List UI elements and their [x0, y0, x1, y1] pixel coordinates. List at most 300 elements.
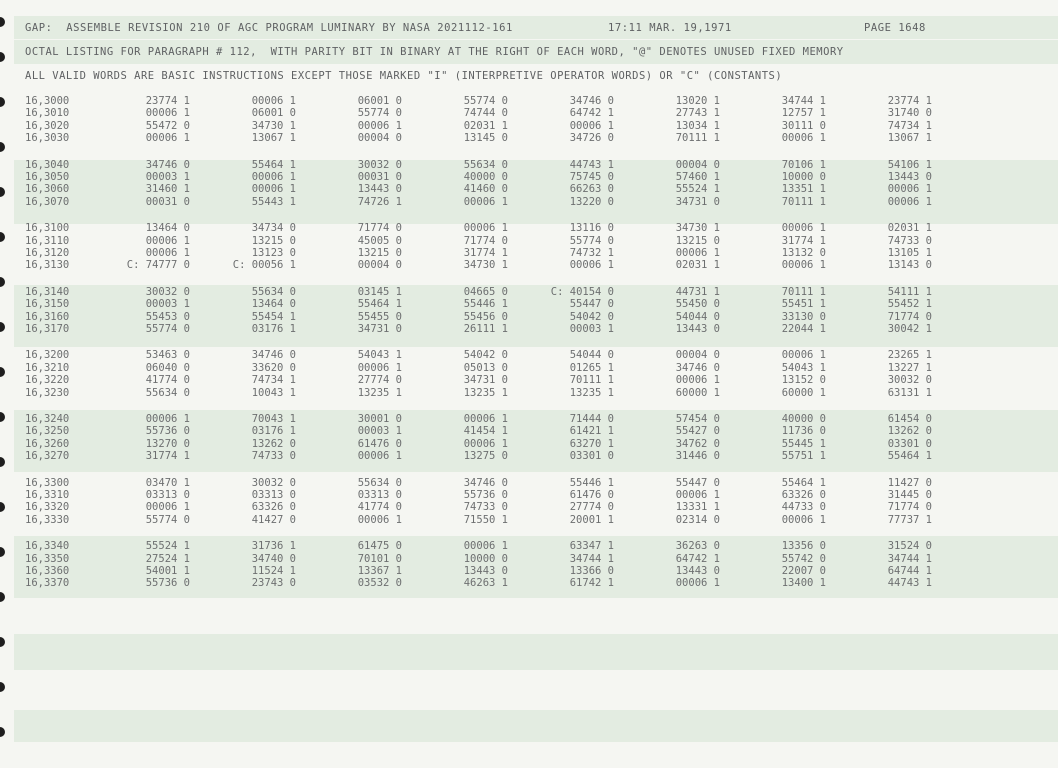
- octal-word: 33130 0: [781, 310, 826, 323]
- octal-word: 55774 0: [145, 322, 190, 335]
- octal-word: 13105 1: [887, 246, 932, 259]
- octal-word: 34746 0: [463, 476, 508, 489]
- octal-word: 55464 1: [251, 158, 296, 171]
- octal-word: 55453 0: [145, 310, 190, 323]
- octal-word: C: 74777 0: [126, 259, 190, 272]
- octal-word: 13143 0: [887, 259, 932, 272]
- octal-word: 00006 1: [675, 246, 720, 259]
- octal-word: 34746 0: [675, 361, 720, 374]
- listing-row: [0, 362, 1058, 374]
- octal-word: 13067 1: [251, 132, 296, 145]
- octal-word: 13443 0: [675, 564, 720, 577]
- memory-address: 16,3000: [25, 95, 70, 107]
- octal-word: 03470 1: [145, 476, 190, 489]
- octal-word: 55456 0: [463, 310, 508, 323]
- octal-word: 00006 1: [357, 513, 402, 526]
- octal-word: 23265 1: [887, 349, 932, 362]
- memory-address: 16,3210: [25, 361, 70, 374]
- octal-word: 55736 0: [145, 577, 190, 590]
- octal-word: 55464 1: [887, 450, 932, 463]
- octal-word: 13443 0: [463, 564, 508, 577]
- octal-word: 40000 0: [463, 170, 508, 183]
- memory-address: 16,3040: [25, 158, 70, 171]
- octal-word: 30032 0: [251, 476, 296, 489]
- listing-row: [0, 286, 1058, 298]
- octal-word: 55472 0: [145, 119, 190, 132]
- octal-word: 71550 1: [463, 513, 508, 526]
- octal-word: 55450 0: [675, 298, 720, 311]
- feed-hole: [0, 52, 5, 62]
- memory-address: 16,3100: [25, 222, 70, 235]
- octal-word: 63326 0: [781, 488, 826, 501]
- green-band: [14, 634, 1058, 670]
- octal-word: 70111 1: [675, 132, 720, 145]
- memory-address: 16,3200: [25, 349, 70, 362]
- octal-word: 22044 1: [781, 322, 826, 335]
- octal-word: 00006 1: [357, 450, 402, 463]
- listing-row: [0, 514, 1058, 526]
- octal-word: 34746 0: [145, 158, 190, 171]
- octal-word: 00006 1: [145, 132, 190, 145]
- octal-word: 30042 1: [887, 322, 932, 335]
- octal-word: 00006 1: [781, 222, 826, 235]
- octal-word: 27524 1: [145, 552, 190, 565]
- octal-word: 54044 0: [675, 310, 720, 323]
- octal-word: 41774 0: [357, 501, 402, 514]
- octal-word: 02031 1: [463, 119, 508, 132]
- memory-address: 16,3360: [25, 564, 70, 577]
- octal-word: 00006 1: [251, 170, 296, 183]
- listing-row: [0, 222, 1058, 234]
- octal-word: 55464 1: [781, 476, 826, 489]
- listing-block: [0, 95, 1058, 159]
- octal-word: 63326 0: [251, 501, 296, 514]
- word-legend: ALL VALID WORDS ARE BASIC INSTRUCTIONS EXCEPT THOSE MARKED "I" (INTERPRETIVE OPERATOR WORDS) OR "C" (CONSTANTS): [25, 70, 783, 82]
- octal-word: 03532 0: [357, 577, 402, 590]
- octal-word: 55736 0: [463, 488, 508, 501]
- octal-word: 00004 0: [675, 349, 720, 362]
- octal-word: 12757 1: [781, 107, 826, 120]
- memory-address: 16,3140: [25, 285, 70, 298]
- octal-word: 13227 1: [887, 361, 932, 374]
- octal-word: 54111 1: [887, 285, 932, 298]
- octal-word: 54106 1: [887, 158, 932, 171]
- octal-word: 55455 0: [357, 310, 402, 323]
- memory-address: 16,3320: [25, 501, 70, 514]
- octal-word: 64742 1: [675, 552, 720, 565]
- octal-word: 03313 0: [145, 488, 190, 501]
- octal-word: 74733 0: [251, 450, 296, 463]
- octal-word: 41460 0: [463, 183, 508, 196]
- octal-word: 00006 1: [569, 119, 614, 132]
- listing-row: [0, 374, 1058, 386]
- octal-word: 13464 0: [251, 298, 296, 311]
- memory-address: 16,3260: [25, 437, 70, 450]
- octal-word: 10000 0: [781, 170, 826, 183]
- octal-word: 13262 0: [887, 425, 932, 438]
- listing-row: [0, 438, 1058, 450]
- octal-word: 54042 0: [569, 310, 614, 323]
- octal-word: 75745 0: [569, 170, 614, 183]
- octal-word: 55634 0: [463, 158, 508, 171]
- octal-word: 27774 0: [357, 374, 402, 387]
- octal-word: 13215 0: [251, 234, 296, 247]
- octal-word: 41427 0: [251, 513, 296, 526]
- octal-word: 00006 1: [781, 259, 826, 272]
- octal-word: 02031 1: [675, 259, 720, 272]
- listing-row: [0, 159, 1058, 171]
- listing-row: [0, 120, 1058, 132]
- listing-row: [0, 171, 1058, 183]
- octal-word: 30032 0: [145, 285, 190, 298]
- octal-word: 11427 0: [887, 476, 932, 489]
- listing-row: [0, 196, 1058, 208]
- octal-word: 00006 1: [463, 437, 508, 450]
- memory-address: 16,3060: [25, 183, 70, 196]
- octal-word: 03301 0: [887, 437, 932, 450]
- octal-word: 00006 1: [887, 183, 932, 196]
- octal-word: 71774 0: [887, 310, 932, 323]
- octal-word: 23774 1: [145, 95, 190, 107]
- octal-word: 34731 0: [357, 322, 402, 335]
- octal-word: 13020 1: [675, 95, 720, 107]
- octal-word: 13366 0: [569, 564, 614, 577]
- octal-word: 74726 1: [357, 195, 402, 208]
- octal-word: 30032 0: [887, 374, 932, 387]
- octal-word: 13270 0: [145, 437, 190, 450]
- octal-word: 13400 1: [781, 577, 826, 590]
- memory-address: 16,3030: [25, 132, 70, 145]
- octal-word: 13356 0: [781, 540, 826, 553]
- memory-address: 16,3110: [25, 234, 70, 247]
- octal-word: 63131 1: [887, 386, 932, 399]
- octal-word: 31445 0: [887, 488, 932, 501]
- octal-word: 55774 0: [463, 95, 508, 107]
- octal-word: 03313 0: [357, 488, 402, 501]
- octal-word: 31774 1: [781, 234, 826, 247]
- octal-word: 71774 0: [357, 222, 402, 235]
- octal-word: 55454 1: [251, 310, 296, 323]
- octal-word: 03176 1: [251, 322, 296, 335]
- octal-word: 10043 1: [251, 386, 296, 399]
- memory-address: 16,3330: [25, 513, 70, 526]
- memory-address: 16,3300: [25, 476, 70, 489]
- octal-word: 13145 0: [463, 132, 508, 145]
- octal-word: 55451 1: [781, 298, 826, 311]
- octal-word: 00006 1: [145, 412, 190, 425]
- octal-word: 44731 1: [675, 285, 720, 298]
- octal-word: 71774 0: [463, 234, 508, 247]
- octal-word: 13443 0: [887, 170, 932, 183]
- octal-word: 61476 0: [357, 437, 402, 450]
- octal-word: 13215 0: [675, 234, 720, 247]
- memory-address: 16,3250: [25, 425, 70, 438]
- memory-address: 16,3370: [25, 577, 70, 590]
- listing-block: [0, 477, 1058, 541]
- octal-word: 01265 1: [569, 361, 614, 374]
- octal-word: 74744 0: [463, 107, 508, 120]
- octal-word: 34744 1: [887, 552, 932, 565]
- octal-word: 30111 0: [781, 119, 826, 132]
- octal-word: 74733 0: [887, 234, 932, 247]
- octal-word: 00006 1: [463, 195, 508, 208]
- octal-word: 31774 1: [463, 246, 508, 259]
- octal-word: 31460 1: [145, 183, 190, 196]
- octal-word: 00003 1: [569, 322, 614, 335]
- octal-word: 60000 1: [781, 386, 826, 399]
- octal-word: 55736 0: [145, 425, 190, 438]
- octal-word: 33620 0: [251, 361, 296, 374]
- octal-word: 34731 0: [463, 374, 508, 387]
- memory-address: 16,3220: [25, 374, 70, 387]
- octal-word: 34730 1: [251, 119, 296, 132]
- octal-word: 57454 0: [675, 412, 720, 425]
- listing-row: [0, 450, 1058, 462]
- listing-row: [0, 540, 1058, 552]
- memory-address: 16,3010: [25, 107, 70, 120]
- octal-word: 00004 0: [357, 132, 402, 145]
- octal-word: 20001 1: [569, 513, 614, 526]
- listing-description: OCTAL LISTING FOR PARAGRAPH # 112, WITH PARITY BIT IN BINARY AT THE RIGHT OF EACH WORD, "@" DENOTES UNUSED FIXED MEMORY: [25, 46, 844, 58]
- octal-word: 74734 1: [887, 119, 932, 132]
- octal-word: 70111 1: [569, 374, 614, 387]
- octal-word: 00006 1: [145, 107, 190, 120]
- octal-word: 41774 0: [145, 374, 190, 387]
- octal-word: 54001 1: [145, 564, 190, 577]
- octal-word: 41454 1: [463, 425, 508, 438]
- octal-word: 00006 1: [463, 222, 508, 235]
- octal-word: 44743 1: [887, 577, 932, 590]
- octal-word: 55774 0: [145, 513, 190, 526]
- octal-listing: [0, 95, 1058, 604]
- octal-word: 55447 0: [569, 298, 614, 311]
- listing-row: [0, 577, 1058, 589]
- octal-word: 34762 0: [675, 437, 720, 450]
- octal-word: 61742 1: [569, 577, 614, 590]
- listing-block: [0, 159, 1058, 223]
- octal-word: 66263 0: [569, 183, 614, 196]
- octal-word: 13215 0: [357, 246, 402, 259]
- octal-word: 44733 0: [781, 501, 826, 514]
- octal-word: 03145 1: [357, 285, 402, 298]
- listing-row: [0, 489, 1058, 501]
- listing-row: [0, 298, 1058, 310]
- listing-row: [0, 349, 1058, 361]
- octal-word: 00006 1: [463, 540, 508, 553]
- octal-word: 74733 0: [463, 501, 508, 514]
- octal-word: 13367 1: [357, 564, 402, 577]
- memory-address: 16,3130: [25, 259, 70, 272]
- octal-word: 13351 1: [781, 183, 826, 196]
- octal-word: 05013 0: [463, 361, 508, 374]
- octal-word: 00031 0: [357, 170, 402, 183]
- octal-word: 22007 0: [781, 564, 826, 577]
- octal-word: 27743 1: [675, 107, 720, 120]
- listing-row: [0, 565, 1058, 577]
- octal-word: 06001 0: [251, 107, 296, 120]
- memory-address: 16,3120: [25, 246, 70, 259]
- octal-word: 40000 0: [781, 412, 826, 425]
- memory-address: 16,3340: [25, 540, 70, 553]
- octal-word: 55634 0: [145, 386, 190, 399]
- octal-word: 61476 0: [569, 488, 614, 501]
- octal-word: 34731 0: [675, 195, 720, 208]
- octal-word: 55524 1: [145, 540, 190, 553]
- octal-word: 13443 0: [675, 322, 720, 335]
- octal-word: 44743 1: [569, 158, 614, 171]
- octal-word: 00031 0: [145, 195, 190, 208]
- octal-word: 74732 1: [569, 246, 614, 259]
- octal-word: 13123 0: [251, 246, 296, 259]
- feed-hole: [0, 682, 5, 692]
- octal-word: 00006 1: [145, 501, 190, 514]
- listing-block: [0, 413, 1058, 477]
- octal-word: 00006 1: [251, 95, 296, 107]
- listing-row: [0, 95, 1058, 107]
- octal-word: 46263 1: [463, 577, 508, 590]
- octal-word: 13235 1: [357, 386, 402, 399]
- octal-word: 55742 0: [781, 552, 826, 565]
- memory-address: 16,3230: [25, 386, 70, 399]
- listing-row: [0, 323, 1058, 335]
- print-timestamp: 17:11 MAR. 19,1971: [608, 22, 732, 34]
- octal-word: 13067 1: [887, 132, 932, 145]
- listing-row: [0, 183, 1058, 195]
- octal-word: 03313 0: [251, 488, 296, 501]
- listing-row: [0, 107, 1058, 119]
- feed-hole: [0, 637, 5, 647]
- octal-word: 34734 0: [251, 222, 296, 235]
- octal-word: 00004 0: [357, 259, 402, 272]
- listing-block: [0, 286, 1058, 350]
- green-band: [14, 710, 1058, 742]
- octal-word: 54042 0: [463, 349, 508, 362]
- octal-word: 02031 1: [887, 222, 932, 235]
- listing-row: [0, 553, 1058, 565]
- octal-word: 34746 0: [251, 349, 296, 362]
- octal-word: 13464 0: [145, 222, 190, 235]
- octal-word: 00006 1: [675, 577, 720, 590]
- listing-row: [0, 235, 1058, 247]
- octal-word: 00006 1: [251, 183, 296, 196]
- octal-word: 77737 1: [887, 513, 932, 526]
- octal-word: 64744 1: [887, 564, 932, 577]
- octal-word: 13116 0: [569, 222, 614, 235]
- octal-word: 31524 0: [887, 540, 932, 553]
- memory-address: 16,3350: [25, 552, 70, 565]
- octal-word: 04665 0: [463, 285, 508, 298]
- octal-word: 00006 1: [145, 246, 190, 259]
- octal-word: 55751 1: [781, 450, 826, 463]
- listing-block: [0, 349, 1058, 413]
- octal-word: 00006 1: [887, 195, 932, 208]
- octal-word: 57460 1: [675, 170, 720, 183]
- octal-word: 70101 0: [357, 552, 402, 565]
- octal-word: C: 00056 1: [232, 259, 296, 272]
- octal-word: 00006 1: [145, 234, 190, 247]
- octal-word: 70111 1: [781, 285, 826, 298]
- octal-word: 63347 1: [569, 540, 614, 553]
- octal-word: 55464 1: [357, 298, 402, 311]
- octal-word: 13235 1: [463, 386, 508, 399]
- octal-word: 74734 1: [251, 374, 296, 387]
- octal-word: 00006 1: [675, 374, 720, 387]
- octal-word: 00006 1: [357, 361, 402, 374]
- octal-word: 55427 0: [675, 425, 720, 438]
- octal-word: 00006 1: [463, 412, 508, 425]
- octal-word: 70043 1: [251, 412, 296, 425]
- octal-word: 30001 0: [357, 412, 402, 425]
- octal-word: 34744 1: [569, 552, 614, 565]
- octal-word: 61454 0: [887, 412, 932, 425]
- octal-word: 55634 0: [251, 285, 296, 298]
- memory-address: 16,3020: [25, 119, 70, 132]
- feed-hole: [0, 17, 5, 27]
- octal-word: 13152 0: [781, 374, 826, 387]
- octal-word: 64742 1: [569, 107, 614, 120]
- octal-word: 45005 0: [357, 234, 402, 247]
- octal-word: 31774 1: [145, 450, 190, 463]
- octal-word: 61475 0: [357, 540, 402, 553]
- octal-word: 13262 0: [251, 437, 296, 450]
- listing-row: [0, 259, 1058, 271]
- octal-word: 13235 1: [569, 386, 614, 399]
- octal-word: 11736 0: [781, 425, 826, 438]
- memory-address: 16,3150: [25, 298, 70, 311]
- octal-word: 34726 0: [569, 132, 614, 145]
- octal-word: 55774 0: [357, 107, 402, 120]
- octal-word: 00004 0: [675, 158, 720, 171]
- octal-word: 34746 0: [569, 95, 614, 107]
- memory-address: 16,3240: [25, 412, 70, 425]
- octal-word: 55774 0: [569, 234, 614, 247]
- octal-word: 71774 0: [887, 501, 932, 514]
- listing-row: [0, 501, 1058, 513]
- octal-word: 53463 0: [145, 349, 190, 362]
- octal-word: 03301 0: [569, 450, 614, 463]
- octal-word: 06001 0: [357, 95, 402, 107]
- octal-word: 55446 1: [463, 298, 508, 311]
- listing-row: [0, 477, 1058, 489]
- octal-word: C: 40154 0: [550, 285, 614, 298]
- octal-word: 00006 1: [781, 349, 826, 362]
- octal-word: 34744 1: [781, 95, 826, 107]
- memory-address: 16,3160: [25, 310, 70, 323]
- octal-word: 34730 1: [463, 259, 508, 272]
- octal-word: 13275 0: [463, 450, 508, 463]
- memory-address: 16,3270: [25, 450, 70, 463]
- octal-word: 23743 0: [251, 577, 296, 590]
- octal-word: 55524 1: [675, 183, 720, 196]
- octal-word: 13220 0: [569, 195, 614, 208]
- octal-word: 70111 1: [781, 195, 826, 208]
- octal-word: 36263 0: [675, 540, 720, 553]
- memory-address: 16,3310: [25, 488, 70, 501]
- octal-word: 10000 0: [463, 552, 508, 565]
- octal-word: 55445 1: [781, 437, 826, 450]
- listing-block: [0, 222, 1058, 286]
- octal-word: 55443 1: [251, 195, 296, 208]
- octal-word: 23774 1: [887, 95, 932, 107]
- assembly-title: GAP: ASSEMBLE REVISION 210 OF AGC PROGRAM LUMINARY BY NASA 2021112-161: [25, 22, 513, 34]
- listing-row: [0, 387, 1058, 399]
- memory-address: 16,3170: [25, 322, 70, 335]
- octal-word: 34740 0: [251, 552, 296, 565]
- octal-word: 31446 0: [675, 450, 720, 463]
- octal-word: 71444 0: [569, 412, 614, 425]
- listing-row: [0, 425, 1058, 437]
- octal-word: 60000 1: [675, 386, 720, 399]
